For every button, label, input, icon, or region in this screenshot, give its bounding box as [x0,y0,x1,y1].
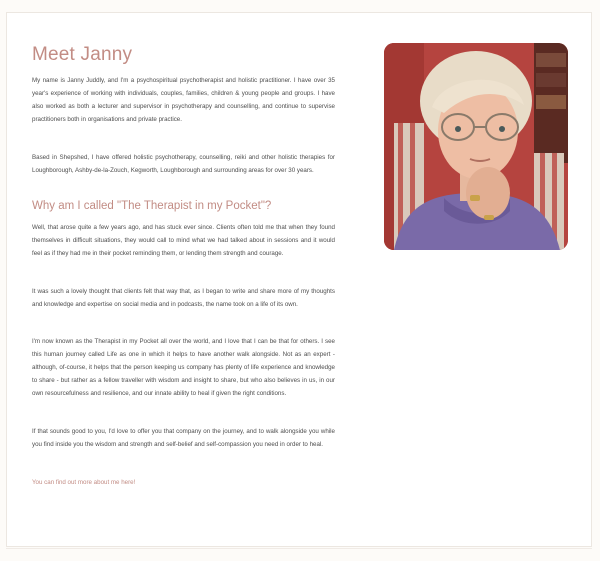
intro-paragraph-1: My name is Janny Juddly, and I'm a psychospiritual psychotherapist and holistic practitioner. I have over 35 year's experience of working with individuals, couples, families, children & young people and groups. I have also worked as both a lecturer and supervisor in psychotherapy and counselling, and continue to supervise practitioners both in organisations and private practice. [32,77,335,123]
more-about-me-link[interactable]: You can find out more about me here! [32,479,136,486]
portrait-illustration [384,43,568,250]
body-paragraph-2: It was such a lovely thought that clients felt that way that, as I began to write and share more of my thoughts and knowledge and expertise on social media and in podcasts, the name took on a life of its own. [32,288,335,308]
intro-paragraph-2: Based in Shepshed, I have offered holistic psychotherapy, counselling, reiki and other holistic therapies for Loughborough, Ashby-de-la-Zouch, Kegworth, Loughborough and surrounding areas for over 30 years. [32,154,335,174]
body-paragraph-4: If that sounds good to you, I'd love to offer you that company on the journey, and to walk alongside you while you find inside you the wisdom and strength and self-belief and self-compassion you need in order to heal. [32,428,335,448]
body-paragraph-3: I'm now known as the Therapist in my Pocket all over the world, and I love that I can be that for others. I see this human journey called Life as one in which it helps to have another walk alongside. Not as an expert - although, of-course, it helps that the person keeping us company has plenty of life experience and knowledge to share - but rather as a fellow traveller with wisdom and insight to share, but who also believes in us, in our own resourcefulness and resilience, and our innate ability to heal if given the right conditions. [32,338,335,397]
portrait-photo [384,43,568,250]
content-card [6,12,592,547]
body-paragraph-1: Well, that arose quite a few years ago, and has stuck ever since. Clients often told me that when they found themselves in difficult situations, they would call to mind what we had talked about in sessions and it would feel as if they had me in their pocket reminding them, or lending them strength and courage. [32,224,335,257]
footer-divider [6,548,592,549]
section-heading: Why am I called "The Therapist in my Pocket"? [32,200,272,212]
page-title: Meet Janny [32,44,133,65]
